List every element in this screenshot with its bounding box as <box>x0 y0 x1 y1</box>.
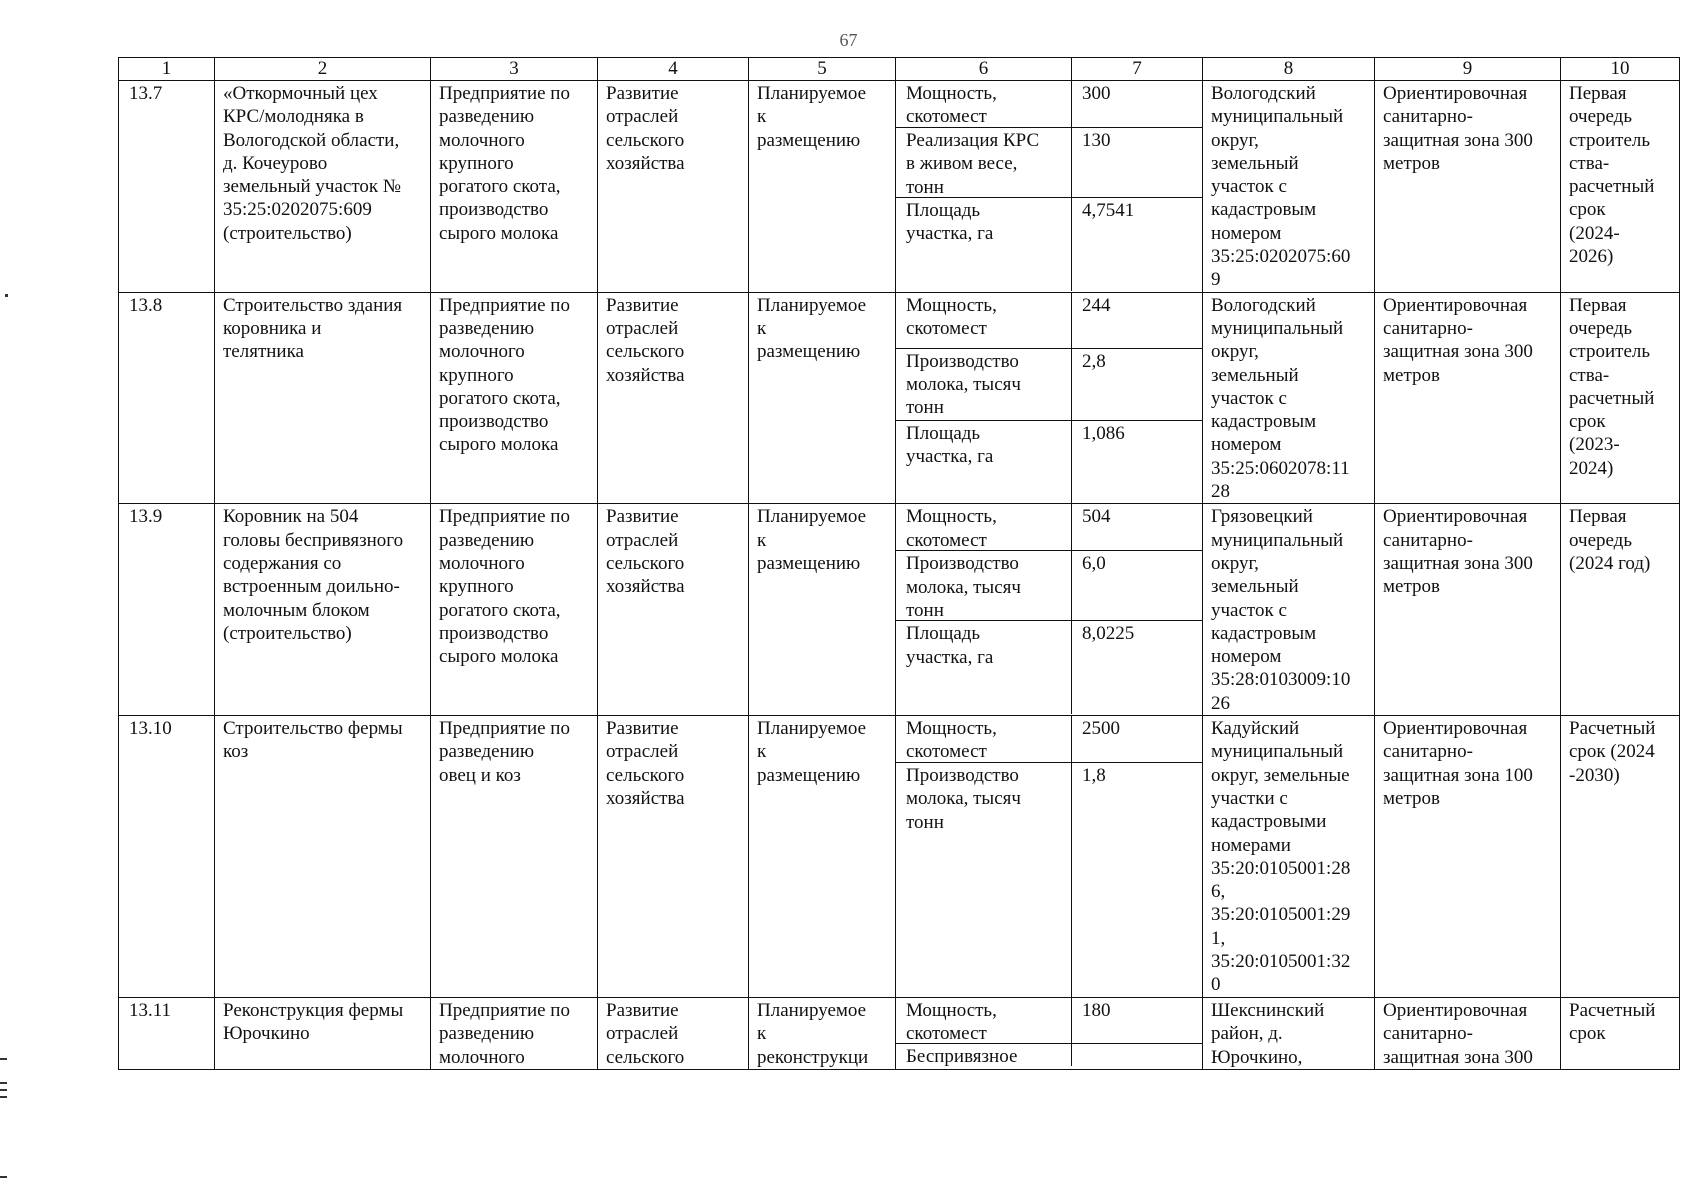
column-header: 4 <box>598 58 749 81</box>
protection-zone: Ориентировочная санитарно- защитная зона 300 метров <box>1375 504 1561 716</box>
object-location: Шекснинский район, д. Юрочкино, <box>1203 998 1375 1070</box>
object-name: «Откормочный цех КРС/молодняка в Вологодской области, д. Кочеурово земельный участок № 35:25:0202075:609 (строительство) <box>215 81 431 293</box>
column-header: 9 <box>1375 58 1561 81</box>
parameters-cell <box>896 81 1203 293</box>
param-value: 504 <box>1072 504 1202 551</box>
column-number-row <box>119 58 1680 81</box>
param-value: 244 <box>1072 293 1202 349</box>
param-name: Площадь участка, га <box>896 421 1072 503</box>
protection-zone: Ориентировочная санитарно- защитная зона 300 метров <box>1375 292 1561 504</box>
column-header: 6 <box>896 58 1072 81</box>
activity-type: Развитие отраслей сельского <box>598 998 749 1070</box>
column-header: 5 <box>749 58 896 81</box>
object-status: Планируемое к размещению <box>749 716 896 998</box>
object-purpose: Предприятие по разведению овец и коз <box>431 716 598 998</box>
parameters-cell <box>896 292 1203 504</box>
object-purpose: Предприятие по разведению молочного крупного рогатого скота, производство сырого молока <box>431 504 598 716</box>
param-name: Реализация КРС в живом весе, тонн <box>896 128 1072 198</box>
object-status: Планируемое к размещению <box>749 292 896 504</box>
object-location: Вологодский муниципальный округ, земельный участок с кадастровым номером 35:25:0202075:60 9 <box>1203 81 1375 293</box>
implementation-term: Расчетный срок (2024 -2030) <box>1561 716 1680 998</box>
param-name: Беспривязное <box>896 1044 1072 1066</box>
object-location: Грязовецкий муниципальный округ, земельный участок с кадастровым номером 35:28:0103009:10 26 <box>1203 504 1375 716</box>
parameters-cell <box>896 998 1203 1070</box>
margin-dot <box>5 294 8 297</box>
object-name: Строительство здания коровника и телятника <box>215 292 431 504</box>
activity-type: Развитие отраслей сельского хозяйства <box>598 504 749 716</box>
object-location: Кадуйский муниципальный округ, земельные участки с кадастровыми номерами 35:20:0105001:28 6, 35:20:0105001:29 1, 35:20:0105001:32 0 <box>1203 716 1375 998</box>
protection-zone: Ориентировочная санитарно- защитная зона 100 метров <box>1375 716 1561 998</box>
table-row <box>119 998 1680 1070</box>
column-header: 7 <box>1072 58 1203 81</box>
param-value: 6,0 <box>1072 551 1202 621</box>
param-name: Площадь участка, га <box>896 621 1072 714</box>
column-header: 1 <box>119 58 215 81</box>
implementation-term: Первая очередь строитель ства- расчетный срок (2023- 2024) <box>1561 292 1680 504</box>
object-status: Планируемое к реконструкци <box>749 998 896 1070</box>
activity-type: Развитие отраслей сельского хозяйства <box>598 716 749 998</box>
margin-tick <box>0 1089 7 1091</box>
activity-type: Развитие отраслей сельского хозяйства <box>598 292 749 504</box>
implementation-term: Первая очередь строитель ства- расчетный срок (2024- 2026) <box>1561 81 1680 293</box>
column-header: 2 <box>215 58 431 81</box>
protection-zone: Ориентировочная санитарно- защитная зона 300 метров <box>1375 81 1561 293</box>
row-number: 13.10 <box>119 716 215 998</box>
param-value: 8,0225 <box>1082 623 1135 645</box>
param-value: 180 <box>1072 998 1202 1044</box>
implementation-term: Первая очередь (2024 год) <box>1561 504 1680 716</box>
param-name: Мощность, скотомест <box>896 716 1072 763</box>
object-name: Строительство фермы коз <box>215 716 431 998</box>
object-name: Реконструкция фермы Юрочкино <box>215 998 431 1070</box>
param-name: Площадь участка, га <box>896 198 1072 291</box>
param-name: Мощность, скотомест <box>896 293 1072 349</box>
column-header: 8 <box>1203 58 1375 81</box>
parameters-cell <box>896 716 1203 998</box>
param-name: Производство молока, тысяч тонн <box>896 551 1072 621</box>
param-name: Мощность, скотомест <box>896 81 1072 128</box>
table-row <box>119 81 1680 293</box>
margin-tick <box>0 1096 7 1098</box>
object-status: Планируемое к размещению <box>749 81 896 293</box>
implementation-term: Расчетный срок <box>1561 998 1680 1070</box>
margin-tick <box>0 1176 7 1178</box>
param-value: 300 <box>1072 81 1202 128</box>
param-value <box>1072 1044 1202 1066</box>
objects-table <box>118 57 1680 1070</box>
protection-zone: Ориентировочная санитарно- защитная зона 300 <box>1375 998 1561 1070</box>
column-header: 3 <box>431 58 598 81</box>
object-purpose: Предприятие по разведению молочного крупного рогатого скота, производство сырого молока <box>431 81 598 293</box>
object-purpose: Предприятие по разведению молочного <box>431 998 598 1070</box>
object-status: Планируемое к размещению <box>749 504 896 716</box>
table-row <box>119 504 1680 716</box>
param-value: 2500 <box>1072 716 1202 763</box>
activity-type: Развитие отраслей сельского хозяйства <box>598 81 749 293</box>
param-name: Мощность, скотомест <box>896 504 1072 551</box>
object-name: Коровник на 504 головы беспривязного содержания со встроенным доильно- молочным блоком (строительство) <box>215 504 431 716</box>
row-number: 13.11 <box>119 998 215 1070</box>
param-value: 130 <box>1072 128 1202 198</box>
margin-tick <box>0 1058 7 1060</box>
param-name: Производство молока, тысяч тонн <box>896 763 1072 997</box>
param-value: 4,7541 <box>1082 200 1135 221</box>
param-value: 2,8 <box>1072 349 1202 421</box>
margin-tick <box>0 1082 7 1084</box>
param-value: 1,086 <box>1082 422 1125 444</box>
param-value: 1,8 <box>1082 765 1106 787</box>
object-purpose: Предприятие по разведению молочного крупного рогатого скота, производство сырого молока <box>431 292 598 504</box>
table-row <box>119 716 1680 998</box>
column-header: 10 <box>1561 58 1680 81</box>
parameters-cell <box>896 504 1203 716</box>
object-location: Вологодский муниципальный округ, земельный участок с кадастровым номером 35:25:0602078:11 28 <box>1203 292 1375 504</box>
row-number: 13.8 <box>119 292 215 504</box>
row-number: 13.9 <box>119 504 215 716</box>
param-name: Мощность, скотомест <box>896 998 1072 1044</box>
row-number: 13.7 <box>119 81 215 293</box>
table-row <box>119 292 1680 504</box>
page-number: 67 <box>839 30 858 50</box>
param-name: Производство молока, тысяч тонн <box>896 349 1072 421</box>
